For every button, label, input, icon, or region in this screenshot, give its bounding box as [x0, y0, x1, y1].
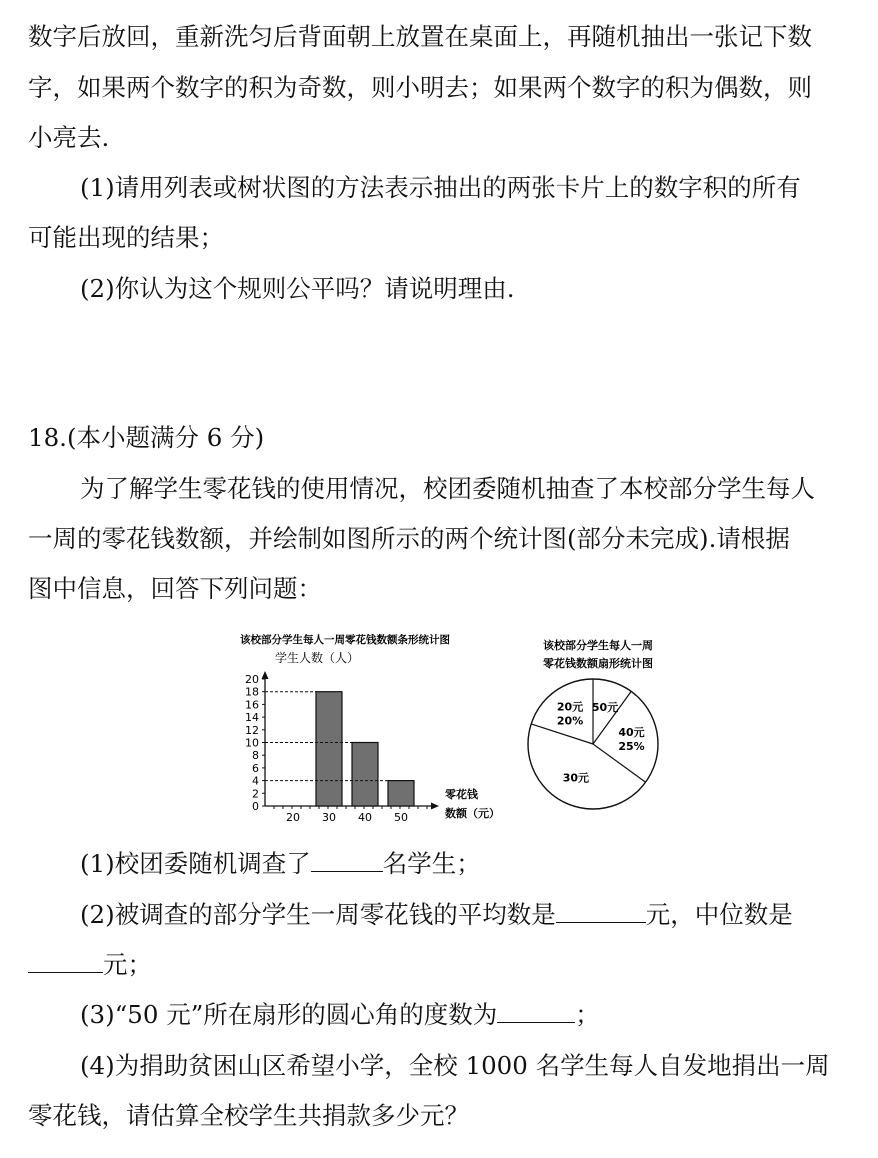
pie-chart-title-line2: 零花钱数额扇形统计图: [543, 657, 653, 670]
question-18-1: [80, 847, 481, 881]
y-axis-arrow: [262, 671, 269, 679]
question-2: (2)你认为这个规则公平吗？请说明理由.: [80, 274, 515, 303]
question-18-3: [80, 998, 600, 1032]
bar: [316, 692, 342, 806]
answer-blank-1: [311, 847, 383, 872]
slice-label: 50元: [591, 700, 619, 714]
text-line: 图中信息，回答下列问题：: [28, 574, 322, 603]
x-tick-label: 50: [394, 811, 408, 824]
answer-blank-3: [497, 998, 575, 1023]
q2-text-end: 元；: [103, 950, 152, 979]
slice-percent: 20%: [556, 714, 584, 728]
q1-text-post: 名学生；: [382, 849, 481, 878]
text-line: 零花钱，请估算全校学生共捐款多少元？: [28, 1101, 469, 1130]
slice-label: 30元: [562, 771, 590, 785]
text-line: 可能出现的结果；: [28, 223, 224, 252]
y-tick-label: 12: [245, 723, 259, 737]
question-18-4: (4)为捐助贫困山区希望小学，全校 1000 名学生每人自发地捐出一周: [80, 1051, 830, 1080]
y-tick-label: 16: [245, 698, 259, 712]
slice-percent: 25%: [618, 739, 645, 753]
figure-svg: [195, 625, 695, 825]
y-tick-label: 14: [245, 711, 259, 725]
statistics-figure: [195, 625, 695, 825]
bar: [388, 781, 414, 806]
x-axis-arrow: [431, 803, 439, 810]
x-axis-label-line2: 数额（元）: [445, 807, 500, 820]
q2-text-pre: (2)被调查的部分学生一周零花钱的平均数是: [80, 900, 556, 929]
pie-chart-title-line1: 该校部分学生每人一周: [543, 639, 653, 652]
x-axis-label-line1: 零花钱: [445, 788, 478, 801]
y-tick-label: 0: [252, 800, 259, 813]
pie-chart: [528, 638, 658, 809]
text-line: 为了解学生零花钱的使用情况，校团委随机抽查了本校部分学生每人: [80, 474, 815, 503]
question-18-2-cont: [28, 948, 152, 982]
q2-text-mid: 元，中位数是: [645, 900, 793, 929]
question-18-2: [80, 898, 793, 932]
bar: [352, 743, 378, 807]
answer-blank-2b: [28, 948, 103, 973]
text-line: 数字后放回，重新洗匀后背面朝上放置在桌面上，再随机抽出一张记下数: [28, 22, 812, 51]
question-1: (1)请用列表或树状图的方法表示抽出的两张卡片上的数字积的所有: [80, 173, 801, 202]
slice-label: 40元: [618, 725, 645, 739]
y-tick-label: 2: [252, 787, 259, 801]
q3-text-post: ；: [575, 1000, 600, 1029]
q3-text-pre: (3)“50 元”所在扇形的圆心角的度数为: [80, 1000, 498, 1029]
x-tick-label: 40: [358, 811, 372, 824]
x-tick-label: 20: [286, 811, 300, 824]
y-tick-label: 6: [252, 761, 259, 775]
text-line: 字，如果两个数字的积为奇数，则小明去；如果两个数字的积为偶数，则: [28, 73, 812, 102]
answer-blank-2a: [556, 898, 646, 923]
problem-header: 18.(本小题满分 6 分): [28, 423, 265, 452]
text-line: 小亮去.: [28, 123, 110, 152]
q1-text-pre: (1)校团委随机调查了: [80, 849, 311, 878]
y-tick-label: 18: [245, 685, 259, 699]
bar-chart-title: 该校部分学生每人一周零花钱数额条形统计图: [240, 634, 450, 646]
slice-label: 20元: [556, 700, 584, 714]
text-line: 一周的零花钱数额，并绘制如图所示的两个统计图(部分未完成).请根据: [28, 524, 790, 553]
y-tick-label: 8: [252, 749, 259, 763]
x-tick-label: 30: [322, 811, 336, 824]
y-tick-label: 20: [245, 673, 259, 686]
y-axis-label: 学生人数（人）: [275, 651, 360, 665]
y-tick-label: 10: [245, 736, 259, 750]
bar-chart: [240, 633, 500, 824]
y-tick-label: 4: [252, 774, 259, 788]
